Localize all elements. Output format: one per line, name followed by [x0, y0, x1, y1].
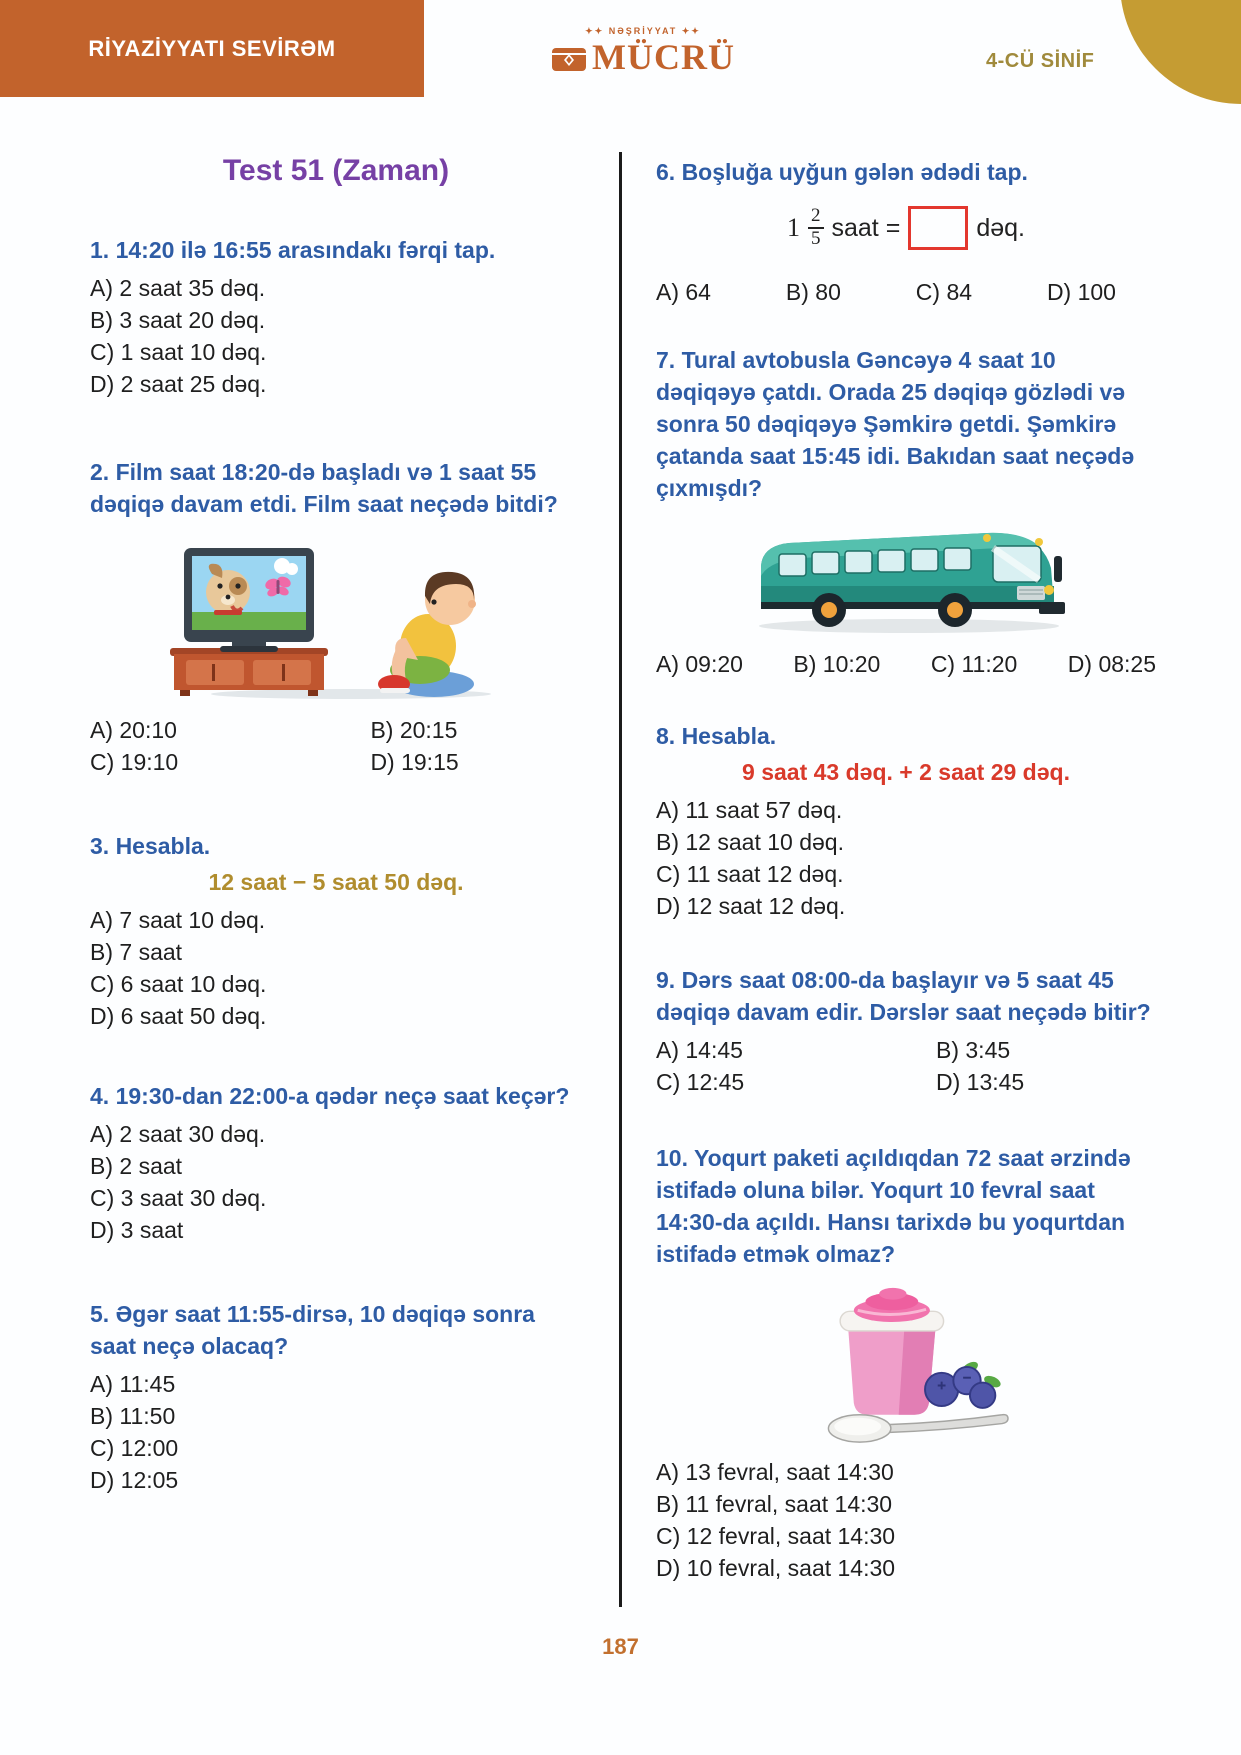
question-6 — [656, 156, 1156, 308]
option: D) 08:25 — [1067, 651, 1156, 677]
option: D) 10 fevral, saat 14:30 — [656, 1555, 896, 1581]
option: A) 11 saat 57 dəq. — [656, 797, 843, 823]
option: B) 2 saat — [90, 1153, 183, 1179]
expression: 9 saat 43 dəq. + 2 saat 29 dəq. — [742, 759, 1070, 785]
question-stem: 1. 14:20 ilə 16:55 arasındakı fərqi tap. — [90, 237, 496, 263]
question-stem: 8. Hesabla. — [656, 723, 777, 749]
option: B) 12 saat 10 dəq. — [656, 829, 844, 855]
page-title: Test 51 (Zaman) — [222, 154, 450, 187]
question-stem: 2. Film saat 18:20-də başladı və 1 saat 55 dəqiqə davam etdi. Film saat neçədə bitdi? — [90, 459, 558, 517]
option: A) 11:45 — [90, 1371, 176, 1397]
option: C) 11 saat 12 dəq. — [656, 861, 844, 887]
question-stem: 7. Tural avtobusla Gəncəyə 4 saat 10 dəqiqəyə çatdı. Orada 25 dəqiqə gözlədi və sonra 50 dəqiqəyə Şəmkirə getdi. Şəmkirə çatanda saat 15:45 idi. Bakıdan saat neçədə çıxmışdı? — [656, 347, 1135, 501]
option: C) 12:45 — [656, 1069, 745, 1095]
question-7 — [656, 344, 1156, 680]
corner-decoration — [1120, 0, 1241, 104]
formula — [656, 206, 1156, 250]
option: C) 12:00 — [90, 1435, 179, 1461]
question-1 — [90, 234, 582, 400]
option: A) 09:20 — [656, 651, 743, 677]
question-4 — [90, 1080, 582, 1246]
publisher-name: MÜCRÜ — [592, 37, 735, 77]
option: C) 3 saat 30 dəq. — [90, 1185, 267, 1211]
formula-suffix: dəq. — [976, 213, 1025, 242]
banner-title: RİYAZİYYATI SEVİRƏM — [88, 35, 336, 61]
answer-box — [908, 206, 968, 250]
fraction — [808, 206, 824, 250]
option: A) 64 — [656, 279, 711, 305]
option: D) 3 saat — [90, 1217, 184, 1243]
option: A) 2 saat 35 dəq. — [90, 275, 266, 301]
column-divider — [619, 152, 622, 1607]
option: D) 6 saat 50 dəq. — [90, 1003, 267, 1029]
fraction-denominator: 5 — [808, 227, 824, 250]
option: A) 2 saat 30 dəq. — [90, 1121, 266, 1147]
option: B) 3:45 — [936, 1037, 1011, 1063]
option: B) 10:20 — [793, 651, 881, 677]
option: C) 19:10 — [90, 749, 179, 775]
question-8 — [656, 720, 1156, 922]
option: C) 6 saat 10 dəq. — [90, 971, 267, 997]
grade-label: 4-CÜ SİNİF — [986, 50, 1095, 72]
question-stem: 9. Dərs saat 08:00-da başlayır və 5 saat 45 dəqiqə davam edir. Dərslər saat neçədə bitir? — [656, 967, 1151, 1025]
left-column — [90, 140, 582, 1496]
question-3 — [90, 830, 582, 1032]
yogurt-illustration — [789, 1284, 1024, 1446]
option: D) 19:15 — [370, 749, 459, 775]
right-column — [656, 140, 1156, 1584]
option: A) 13 fevral, saat 14:30 — [656, 1459, 894, 1485]
question-2 — [90, 456, 582, 778]
question-stem: 4. 19:30-dan 22:00-a qədər neçə saat keçər? — [90, 1083, 570, 1109]
option: C) 84 — [915, 279, 973, 305]
question-stem: 5. Əgər saat 11:55-dirsə, 10 dəqiqə sonra saat neçə olacaq? — [90, 1301, 535, 1359]
question-5 — [90, 1298, 582, 1496]
question-stem: 3. Hesabla. — [90, 833, 211, 859]
option: A) 14:45 — [656, 1037, 743, 1063]
fraction-whole: 1 — [787, 213, 800, 242]
option: D) 12 saat 12 dəq. — [656, 893, 846, 919]
chest-icon — [551, 42, 587, 72]
question-stem: 10. Yoqurt paketi açıldıqdan 72 saat ərzində istifadə oluna bilər. Yoqurt 10 fevral saat 14:30-da açıldı. Hansı tarixdə bu yoqurtdan istifadə etmək olmaz? — [656, 1145, 1131, 1267]
option: D) 13:45 — [936, 1069, 1025, 1095]
question-stem: 6. Boşluğa uyğun gələn ədədi tap. — [656, 159, 1028, 185]
option: D) 12:05 — [90, 1467, 179, 1493]
publisher-logo — [548, 26, 738, 75]
fraction-numerator: 2 — [811, 205, 821, 227]
formula-middle: saat = — [831, 213, 901, 242]
option: B) 20:15 — [370, 717, 458, 743]
header-banner — [0, 0, 424, 97]
page-number: 187 — [602, 1634, 639, 1659]
option: A) 20:10 — [90, 717, 177, 743]
option: A) 7 saat 10 dəq. — [90, 907, 266, 933]
option: B) 7 saat — [90, 939, 183, 965]
option: B) 11 fevral, saat 14:30 — [656, 1491, 893, 1517]
question-9 — [656, 964, 1156, 1098]
option: B) 11:50 — [90, 1403, 176, 1429]
option: D) 2 saat 25 dəq. — [90, 371, 267, 397]
option: C) 12 fevral, saat 14:30 — [656, 1523, 896, 1549]
option: B) 3 saat 20 dəq. — [90, 307, 266, 333]
question-10 — [656, 1142, 1156, 1584]
bus-illustration — [741, 518, 1071, 636]
option: D) 100 — [1046, 279, 1116, 305]
expression: 12 saat − 5 saat 50 dəq. — [208, 869, 464, 895]
publisher-name-small: ✦✦ NƏŞRİYYAT ✦✦ — [585, 26, 701, 36]
option: B) 80 — [785, 279, 841, 305]
option: C) 1 saat 10 dəq. — [90, 339, 267, 365]
boy-watching-tv-illustration — [166, 534, 506, 704]
option: C) 11:20 — [930, 651, 1018, 677]
